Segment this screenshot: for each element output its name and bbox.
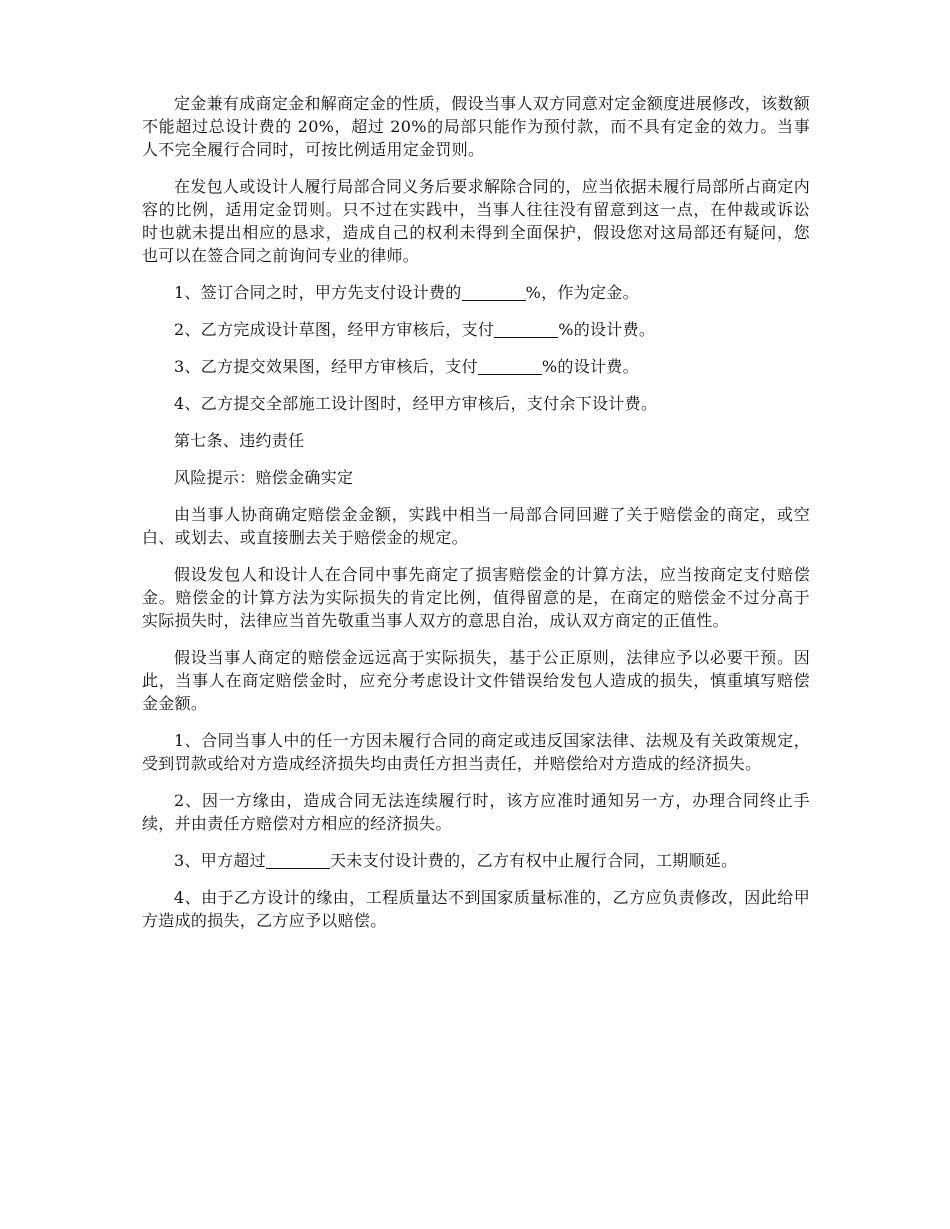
fill-in-blank[interactable]	[266, 852, 330, 869]
paragraph-deposit-penalty: 在发包人或设计人履行局部合同义务后要求解除合同的，应当依据未履行局部所占商定内容的比例，适用定金罚则。只不过在实践中，当事人往往没有留意到这一点，在仲裁或诉讼时也就未提出相应的恳求，造成自己的权利未得到全面保护，假设您对这局部还有疑问，您也可以在签合同之前询问专业的律师。	[142, 177, 810, 265]
clause-text: 2、乙方完成设计草图，经甲方审核后，支付	[174, 320, 495, 339]
risk-tip-heading: 风险提示：赔偿金确实定	[174, 468, 354, 487]
clause-payment-4: 4、乙方提交全部施工设计图时，经甲方审核后，支付余下设计费。	[174, 394, 658, 413]
paragraph-compensation-negotiation: 由当事人协商确定赔偿金金额，实践中相当一局部合同回避了关于赔偿金的商定，或空白、或划去、或直接删去关于赔偿金的规定。	[142, 505, 810, 547]
clause-breach-4: 4、由于乙方设计的缘由，工程质量达不到国家质量标准的，乙方应负责修改，因此给甲方造成的损失，乙方应予以赔偿。	[142, 888, 810, 930]
clause-text: %，作为定金。	[525, 283, 639, 302]
paragraph-compensation-fairness: 假设当事人商定的赔偿金远远高于实际损失，基于公正原则，法律应予以必要干预。因此，当事人在商定赔偿金时，应充分考虑设计文件错误给发包人造成的损失，慎重填写赔偿金金额。	[142, 648, 810, 713]
clause-text: 天未支付设计费的，乙方有权中止履行合同，工期顺延。	[329, 851, 738, 870]
clause-payment-3	[142, 355, 810, 378]
clause-breach-2: 2、因一方缘由，造成合同无法连续履行时，该方应准时通知另一方，办理合同终止手续，并由责任方赔偿对方相应的经济损失。	[142, 791, 810, 833]
clause-breach-3	[142, 849, 810, 872]
clause-text: 1、签订合同之时，甲方先支付设计费的	[174, 283, 462, 302]
document-body	[142, 92, 810, 946]
paragraph-deposit-nature: 定金兼有成商定金和解商定金的性质，假设当事人双方同意对定金额度进展修改，该数额不能超过总设计费的 20%，超过 20%的局部只能作为预付款，而不具有定金的效力。当事人不完全履行合同时，可按比例适用定金罚则。	[142, 94, 810, 159]
fill-in-blank[interactable]	[478, 358, 542, 375]
clause-text: 3、甲方超过	[174, 851, 266, 870]
paragraph-compensation-method: 假设发包人和设计人在合同中事先商定了损害赔偿金的计算方法，应当按商定支付赔偿金。赔偿金的计算方法为实际损失的肯定比例，值得留意的是，在商定的赔偿金不过分高于实际损失时，法律应当首先敬重当事人双方的意思自治，成认双方商定的正值性。	[142, 565, 810, 630]
clause-payment-1	[142, 281, 810, 304]
clause-text: %的设计费。	[541, 357, 639, 376]
fill-in-blank[interactable]	[462, 284, 526, 301]
clause-text: %的设计费。	[558, 320, 656, 339]
fill-in-blank[interactable]	[494, 321, 558, 338]
clause-payment-2	[142, 318, 810, 341]
clause-text: 3、乙方提交效果图，经甲方审核后，支付	[174, 357, 478, 376]
clause-breach-1: 1、合同当事人中的任一方因未履行合同的商定或违反国家法律、法规及有关政策规定，受到罚款或给对方造成经济损失均由责任方担当责任，并赔偿给对方造成的经济损失。	[142, 731, 810, 773]
section-heading-breach: 第七条、违约责任	[174, 431, 305, 450]
